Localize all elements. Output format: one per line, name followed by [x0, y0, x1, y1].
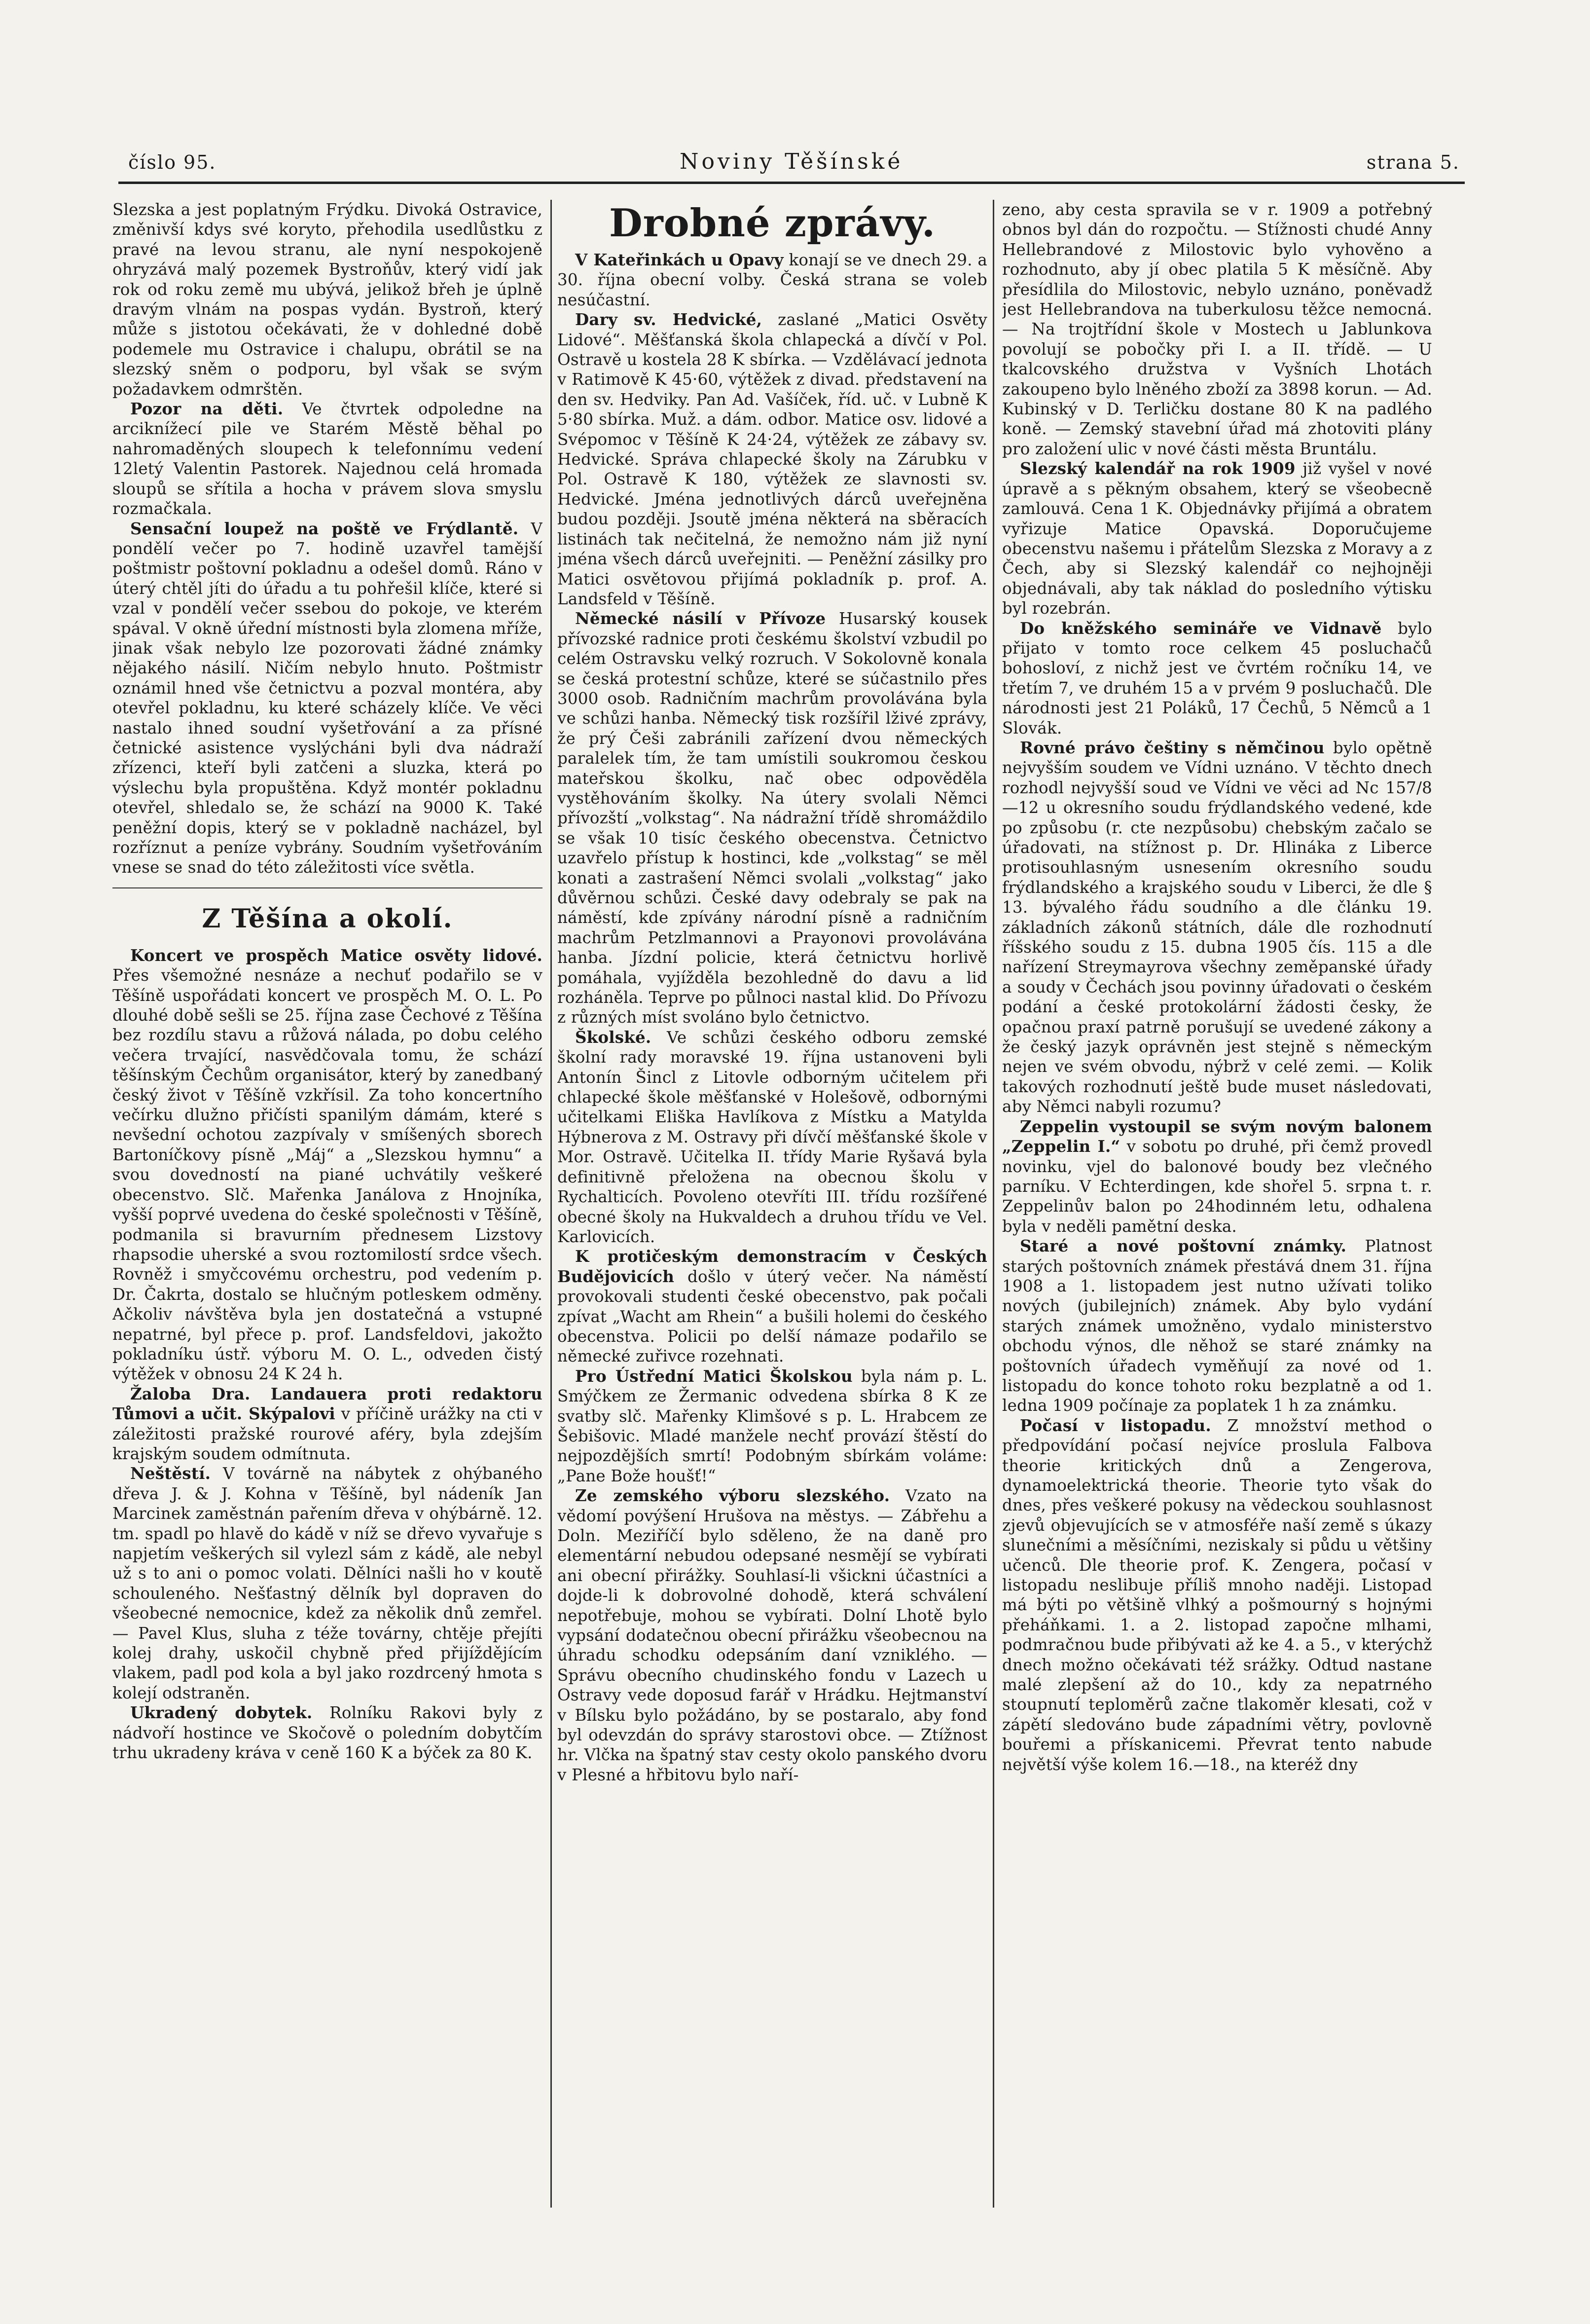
article-paragraph: Do kněžského semináře ve Vidnavě bylo přijato v tomto roce celkem 45 posluchačů bohosloví, z nichž jest ve čvrtém ročníku 14, ve třetím 7, ve druhém 15 a v prvém 9 posluchačů. Dle národnosti jest 21 Poláků, 17 Čechů, 5 Němců a 1 Slovák. [1002, 618, 1432, 738]
page-number: strana 5. [1366, 151, 1460, 173]
column-2 [557, 200, 987, 2213]
section-divider [112, 887, 542, 888]
article-paragraph: Školské. Ve schůzi českého odboru zemské školní rady moravské 19. října ustanoveni byli Antonín Šincl z Litovle odborným učitelem při chlapecké škole měšťanské v Holešově, odbornými učitelkami Eliška Havlíkova z Místku a Matylda Hýbnerova z M. Ostravy při dívčí měšťanské škole v Mor. Ostravě. Učitelka II. třídy Marie Ryšavá byla definitivně přeložena na obecnou školu v Rychalticích. Povoleno otevříti III. třídu rozšířené obecné školy na Hukvaldech a druhou třídu ve Vel. Karlovicích. [557, 1027, 987, 1246]
article-paragraph: Počasí v listopadu. Z množství method o předpovídání počasí nejvíce proslula Falbova theorie kritických dnů a Zengerova, dynamoelektrická theorie. Theorie tyto však do dnes, přes veškeré pokusy na vědeckou souhlasnost zjevů objevujících se v atmosféře naší země s úkazy slunečními a měsíčními, neziskaly si půdu u většiny učenců. Dle theorie prof. K. Zengera, počasí v listopadu neslibuje příliš mnoho naději. Listopad má býti po většině vlhký a pošmourný s hojnými přeháňkami. 1. a 2. listopad započne mlhami, podmračnou bude přibývati až ke 4. a 5., v kterýchž dnech možno očekávati též srážky. Odtud nastane malé zlepšení až do 10., kdy za nepatrného stoupnutí teploměrů začne tlakoměr klesati, což v zápětí sledováno bude západními větry, povlovně bouřemi a přískanicemi. Převrat tento nabude největší výše kolem 16.—18., na kteréž dny [1002, 1415, 1432, 1774]
article-paragraph: V Kateřinkách u Opavy konají se ve dnech 29. a 30. října obecní volby. Česká strana se voleb nesúčastní. [557, 250, 987, 309]
article-paragraph: Slezský kalendář na rok 1909 již vyšel v nové úpravě a s pěkným obsahem, který se všeobecně zamlouvá. Cena 1 K. Objednávky přijímá a obratem vyřizuje Matice Opavská. Doporučujeme obecenstvu našemu i přátelům Slezska z Moravy a z Čech, aby si Slezský kalendář co nejhojněji objednávali, aby tak náklad do posledního výtisku byl rozebrán. [1002, 459, 1432, 618]
article-paragraph: Pro Ústřední Matici Školskou byla nám p. L. Smýčkem ze Žermanic odvedena sbírka 8 K ze svatby slč. Mařenky Klimšové s p. L. Hrabcem ze Šebišovic. Mladé manžele nechť provází štěstí do nejpozdějších smrtí! Podobným sbírkám voláme: „Pane Bože houšť!“ [557, 1366, 987, 1485]
article-paragraph: Žaloba Dra. Landauera proti redaktoru Tůmovi a učit. Skýpalovi v příčině urážky na cti v záležitosti pražské rourové aféry, byla zdejším krajským soudem odmítnuta. [112, 1384, 542, 1463]
article-paragraph: Zeppelin vystoupil se svým novým balonem „Zeppelin I.“ v sobotu po druhé, při čemž provedl novinku, vjel do balonové boudy bez vlečného parníku. V Echterdingen, kde shořel 5. srpna t. r. Zeppelinův balon po 24hodinném letu, odhalena byla v neděli pamětní deska. [1002, 1116, 1432, 1236]
newspaper-title: Noviny Těšínské [680, 149, 903, 174]
article-paragraph: Pozor na děti. Ve čtvrtek odpoledne na arciknížecí pile ve Starém Městě běhal po nahromaděných sloupech k telefonnímu vedení 12letý Valentin Pastorek. Najednou celá hromada sloupů se sřítila a hocha v právem slova smyslu rozmačkala. [112, 399, 542, 518]
article-paragraph: Ukradený dobytek. Rolníku Rakovi byly z nádvoří hostince ve Skočově o poledním dobytčím trhu ukradeny kráva v ceně 160 K a býček za 80 K. [112, 1703, 542, 1763]
issue-number: číslo 95. [128, 151, 217, 173]
article-paragraph: Německé násilí v Přívoze Husarský kousek přívozské radnice proti českému školství vzbudil po celém Ostravsku velký rozruch. V Sokolovně konala se česká protestní schůze, které se súčastnilo přes 3000 osob. Radničním machrům provolávána byla ve schůzi hanba. Německý tisk rozšířil lživé zprávy, že prý Češi zabránili zařízení dvou německých paralelek tím, že tam umístili soukromou českou mateřskou školku, nač obec odpověděla vystěhováním školky. Na útery svolali Němci přívozští „volkstag“. Na nádražní třídě shromáždilo se však 10 tisíc českého obecenstva. Četnictvo uzavřelo přístup k hostinci, kde „volkstag“ se měl konati a zastrašení Němci svolali „volkstag“ jako důvěrnou schůzi. České davy odebraly se pak na náměstí, kde zpívány národní písně a radničním machrům Petzlmannovi a Prayonovi provolávána hanba. Jízdní policie, která četnictvu horlivě pomáhala, vyjížděla bezohledně do davu a lid rozháněla. Teprve po půlnoci nastal klid. Do Přívozu z různých míst svoláno bylo četnictvo. [557, 609, 987, 1027]
article-paragraph: Koncert ve prospěch Matice osvěty lidové. Přes všemožné nesnáze a nechuť podařilo se v Těšíně uspořádati koncert ve prospěch M. O. L. Po dlouhé době sešli se 25. října zase Čechové z Těšína bez rozdílu stavu a růžová nálada, po dobu celého večera trvající, nasvědčovala tomu, že schází těšínským Čechům organisátor, který by zanedbaný český život v Těšíně vzkřísil. Za toho koncertního večírku dlužno přičísti spanilým dámám, které s nevšední ochotou zazpívaly v smíšených sborech Bartoníčkovy písně „Máj“ a „Slezskou hymnu“ a svou dovedností na piané uchvátily veškeré obecenstvo. Slč. Mařenka Janálova z Hnojníka, vyšší poprvé uvedena do české společnosti v Těšíně, podmanila si bravurním přednesem Lizstovy rhapsodie uherské a svou roztomilostí srdce všech. Rovněž i smyčcovému orchestru, pod vedením p. Dr. Čakrta, dostalo se hlučným potleskem odměny. Ačkoliv návštěva byla jen dostatečná a vstupné nepatrné, byl přece p. prof. Landsfeldovi, jakožto pokladníku ústř. výboru M. O. L., odveden čistý výtěžek v obnosu 24 K 24 h. [112, 945, 542, 1384]
column-3 [1002, 200, 1432, 2213]
header-rule [118, 182, 1465, 184]
section-headline: Drobné zprávy. [609, 201, 936, 246]
article-columns [112, 200, 1464, 2213]
article-paragraph: Dary sv. Hedvické, zaslané „Matici Osvěty Lidové“. Měšťanská škola chlapecká a dívčí v Pol. Ostravě u kostela 28 K sbírka. — Vzdělávací jednota v Ratimově K 45·60, výtěžek z divad. představení na den sv. Hedviky. Pan Ad. Vašíček, říd. uč. v Lubně K 5·80 sbírka. Muž. a dám. odbor. Matice osv. lidové a Svépomoc v Těšíně K 24·24, výtěžek ze zábavy sv. Hedvické. Správa chlapecké školy na Zárubku v Pol. Ostravě K 180, výtěžek ze slavnosti sv. Hedvické. Jména jednotlivých dárců uveřejněna budou později. Jsoutě jména některá na sběracích listinách tak nečitelná, že nemožno nám již nyní jména všech dárců uveřejniti. — Peněžní zásilky pro Matici osvětovou přijímá pokladník p. prof. A. Landsfeld v Těšíně. [557, 310, 987, 608]
article-paragraph: Staré a nové poštovní známky. Platnost starých poštovních známek přestává dnem 31. října 1908 a 1. listopadem jest nutno užívati toliko nových (jubilejních) známek. Aby bylo vydání starých známek umožněno, vydalo ministerstvo obchodu výnos, dle něhož se staré známky na poštovních úřadech vyměňují za nové od 1. listopadu do konce tohoto roku bezplatně a od 1. ledna 1909 počínaje za poplatek 1 h za známku. [1002, 1236, 1432, 1415]
article-paragraph: Neštěstí. V továrně na nábytek z ohýbaného dřeva J. & J. Kohna v Těšíně, byl nádeník Jan Marcinek zaměstnán pařením dřeva v ohýbárně. 12. tm. spadl po hlavě do kádě v níž se dřevo vyvařuje s napjetím veškerých sil vylezl sám z kádě, ale nebyl už s to ani o pomoc volati. Dělníci našli ho v koutě schouleného. Nešťastný dělník byl dopraven do všeobecné nemocnice, kdež za několik dnů zemřel. — Pavel Klus, sluha z téže továrny, chtěje přejíti kolej drahy, uskočil chybně před přijíždějícím vlakem, padl pod kola a byl jako rozdrcený hmota s kolejí odstraněn. [112, 1464, 542, 1702]
article-paragraph: Rovné právo češtiny s němčinou bylo opětně nejvyšším soudem ve Vídni uznáno. V těchto dnech rozhodl nejvyšší soud ve Vídni ve věci ad Nc 157/8—12 u okresního soudu frýdlandského vedené, kde po způsobu (r. cte nezpůsobu) chebským začalo se úřadovati, na stížnost p. Dr. Hlináka z Liberce protisouhlasným usnesením okresního soudu frýdlandského a krajského soudu v Liberci, že dle § 13. bývalého řádu soudního a dle článku 19. základních zákonů státních, dále dle rozhodnutí říšského soudu z 15. dubna 1905 čís. 115 a dle nařízení Streymayrova všechny zeměpanské úřady a soudy v Čechách jsou povinny úřadovati o českém podání a české protokolární žádosti česky, že opačnou praxí patrně porušují se uvedené zákony a že český jazyk oprávněn jest stejně s německým nejen ve svém obvodu, nýbrž v celé zemi. — Kolik takových rozhodnutí ještě bude muset následovati, aby Němci nabyli rozumu? [1002, 738, 1432, 1116]
article-paragraph: Sensační loupež na poště ve Frýdlantě. V pondělí večer po 7. hodině uzavřel tamější poštmistr poštovní pokladnu a odešel domů. Ráno v úterý chtěl jíti do úřadu a tu pohřešil klíče, které si vzal v pondělí večer ssebou do pokoje, ve kterém spával. V okně úřední místnosti byla zlomena mříže, jinak však nebylo lze pozorovati žádné známky nějakého násilí. Ničím nebylo hnuto. Poštmistr oznámil hned vše četnictvu a pozval montéra, aby otevřel pokladnu, ku které scházely klíče. Ve věci nastalo ihned soudní vyšetřování a za přísné četnické asistence vyslýcháni byli dva nádraží zřízenci, kteří byli zatčeni a sluzka, která po výslechu byla propuštěna. Když montér pokladnu otevřel, shledalo se, že schází na 9000 K. Také peněžní dopis, který se v pokladně nacházel, byl rozříznut a peníze vybrány. Soudním vyšetřováním vnese se snad do této záležitosti více světla. [112, 518, 542, 877]
page-header [128, 149, 1460, 179]
article-paragraph: Ze zemského výboru slezského. Vzato na vědomí povýšení Hrušova na městys. — Zábřehu a Doln. Meziříčí bylo sděleno, že na daně pro elementární nebudou odepsané nesmějí se vybírati ani obecní přirážky. Souhlasí-li všickni účastníci a dojde-li k dobrovolné dohodě, která schválení nepotřebuje, mohou se vybírati. Dolní Lhotě bylo vypsání dodatečnou obecní přirážku všeobecnou na úhradu schodku odepsáním daní vzniklého. — Správu obecního chudinského fondu v Lazech u Ostravy vede doposud farář v Hrádku. Hejtmanství v Bílsku bylo požádáno, by se postaralo, aby fond byl odevzdán do správy starostovi obce. — Ztížnost hr. Vlčka na špatný stav cesty okolo panského dvoru v Plesné a hřbitovu bylo naří- [557, 1486, 987, 1784]
section-title: Z Těšína a okolí. [202, 903, 453, 934]
article-paragraph: Slezska a jest poplatným Frýdku. Divoká Ostravice, změnivší kdys své koryto, přehodila usedlůstku z pravé na levou stranu, ale nyní nespokojeně ohryzává malý pozemek Bystroňův, který vidí jak rok od roku země mu ubývá, jelikož břeh je úplně dravým vlnám na pospas vydán. Bystroň, který může s jistotou očekávati, že v dohledné době podemele mu Ostravice i chalupu, obrátil se na slezský sněm o podporu, byl však se svým požadavkem odmrštěn. [112, 200, 542, 399]
article-paragraph: zeno, aby cesta spravila se v r. 1909 a potřebný obnos byl dán do rozpočtu. — Stížnosti chudé Anny Hellebrandové z Milostovic bylo vyhověno a rozhodnuto, aby jí obec platila 5 K měsíčně. Aby přesídlila do Milostovic, nebylo uznáno, poněvadž jest Hellebrandova na tuberkulosu těžce nemocná. — Na trojtřídní škole v Mostech u Jablunkova povolují se pobočky při I. a II. třídě. — U tkalcovského družstva v Vyšních Lhotách zakoupeno bylo lněného zboží za 3898 korun. — Ad. Kubinský v D. Terličku dostane 80 K na padlého koně. — Zemský stavební úřad má zhotoviti plány pro založení ulic v nové části města Bruntálu. [1002, 200, 1432, 458]
column-1 [112, 200, 542, 2213]
article-paragraph: K protičeským demonstracím v Českých Budějovicích došlo v úterý večer. Na náměstí provokovali studenti české obecenstvo, pak počali zpívat „Wacht am Rhein“ a bušili holemi do českého obecenstva. Policii po delší námaze podařilo se německé zuřivce rozehnati. [557, 1247, 987, 1366]
